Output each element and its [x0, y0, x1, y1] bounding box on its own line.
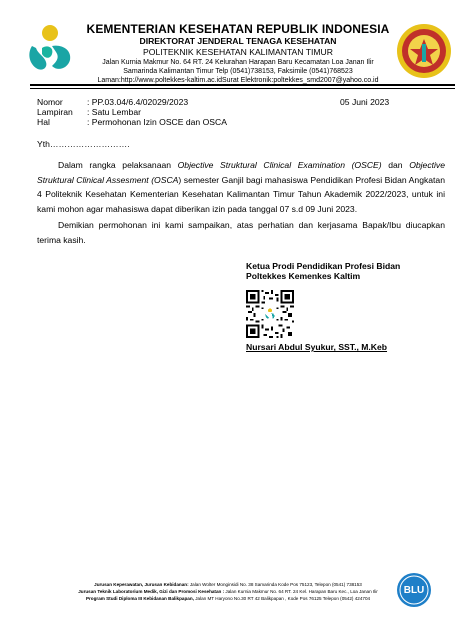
address-line-1: Jalan Kurnia Makmur No. 64 RT. 24 Kelurahan Harapan Baru Kecamatan Loa Janan Ilir [102, 59, 374, 66]
p1-end: ) semester Ganjil bagi mahasiswa Pendidikan Profesi Bidan Angkatan 4 Politeknik Kesehatan Kementerian Kesehatan Kalimantan Timur Tahun Akademik 2022/2023, untuk ini kami mohon agar mahasiswa dapat diberikan izin pada tanggal 07 s.d 09 Juni 2023. [37, 174, 445, 214]
nomor-value: : PP.03.04/6.4/02029/2023 [87, 97, 189, 107]
signer-name: Nursari Abdul Syukur, SST., M.Keb [246, 342, 388, 352]
footer-line-2 [48, 588, 408, 595]
footer-line-1 [48, 581, 408, 588]
lampiran-label: Lampiran [37, 107, 73, 117]
signature-title [246, 261, 400, 281]
qr-code-icon [246, 290, 294, 338]
p1-italic-osca: Objective Struktural Clinical Assesment (OSCA [37, 160, 446, 185]
hal-value: : Permohonan Izin OSCE dan OSCA [87, 117, 227, 127]
salutation: Yth………………………. [37, 139, 130, 149]
p1-italic-osce: Objective Struktural Clinical Examination (OSCE) [177, 160, 382, 170]
body-paragraph-1 [37, 158, 445, 216]
ministry-name: KEMENTERIAN KESEHATAN REPUBLIK INDONESIA [86, 22, 390, 36]
footer [48, 581, 408, 602]
lampiran-value: : Satu Lembar [87, 107, 141, 117]
footer-line-1-bold: Jurusan Keperawatan, Jurusan Kebidanan: [94, 582, 189, 587]
body-paragraph-2: Demikian permohonan ini kami sampaikan, atas perhatian dan kerjasama Bapak/Ibu diucapkan terima kasih. [37, 220, 445, 245]
blu-logo-icon [396, 572, 432, 608]
hal-label: Hal [37, 117, 50, 127]
footer-line-3-bold: Program Studi Diploma III Kebidanan Balikpapan, [85, 596, 194, 601]
address-line-3: Laman:http://www.poltekkes-kaltim.ac.idSurat Elektronik:poltekkes_smd2007@yahoo.co.id [97, 77, 379, 84]
polytechnic-name: POLITEKNIK KESEHATAN KALIMANTAN TIMUR [143, 47, 333, 57]
nomor-label: Nomor [37, 97, 63, 107]
footer-line-2-bold: Jurusan Teknik Laboratorium Medik, Gizi dan Promosi Kesehatan : [78, 589, 225, 594]
letterhead [78, 22, 398, 85]
p1-mid: dan [381, 160, 410, 170]
kemenkes-logo-icon [22, 22, 78, 78]
letterhead-rule-thin [30, 88, 455, 89]
footer-line-3-rest: Jalan MT Haryono No.30 RT 42 Balikpapan , Kode Pos 76125 Telepon (0542) 424704 [193, 596, 371, 601]
blu-logo-text: BLU [403, 585, 425, 596]
signature-title-line-2: Poltekkes Kemenkes Kaltim [246, 271, 361, 281]
footer-line-1-rest: Jalan Wolter Monginsidi No. 38 Samarinda Kode Pos 75123, Telepon (0541) 738153 [188, 582, 362, 587]
signature-title-line-1: Ketua Prodi Pendidikan Profesi Bidan [246, 261, 401, 271]
directorate-name: DIREKTORAT JENDERAL TENAGA KESEHATAN [139, 36, 337, 46]
p1-start: Dalam rangka pelaksanaan [58, 160, 178, 170]
address-line-2: Samarinda Kalimantan Timur Telp (0541)738153, Faksimile (0541)768523 [123, 68, 353, 75]
poltekkes-seal-icon [395, 22, 453, 80]
footer-line-2-rest: Jalan Kurnia Makmur No. 64 RT. 24 Kel. Harapan Baru Kec., Loa Janan Ilir [224, 589, 378, 594]
letterhead-rule-thick [30, 84, 455, 86]
footer-line-3 [48, 595, 408, 602]
letter-date: 05 Juni 2023 [340, 97, 390, 107]
